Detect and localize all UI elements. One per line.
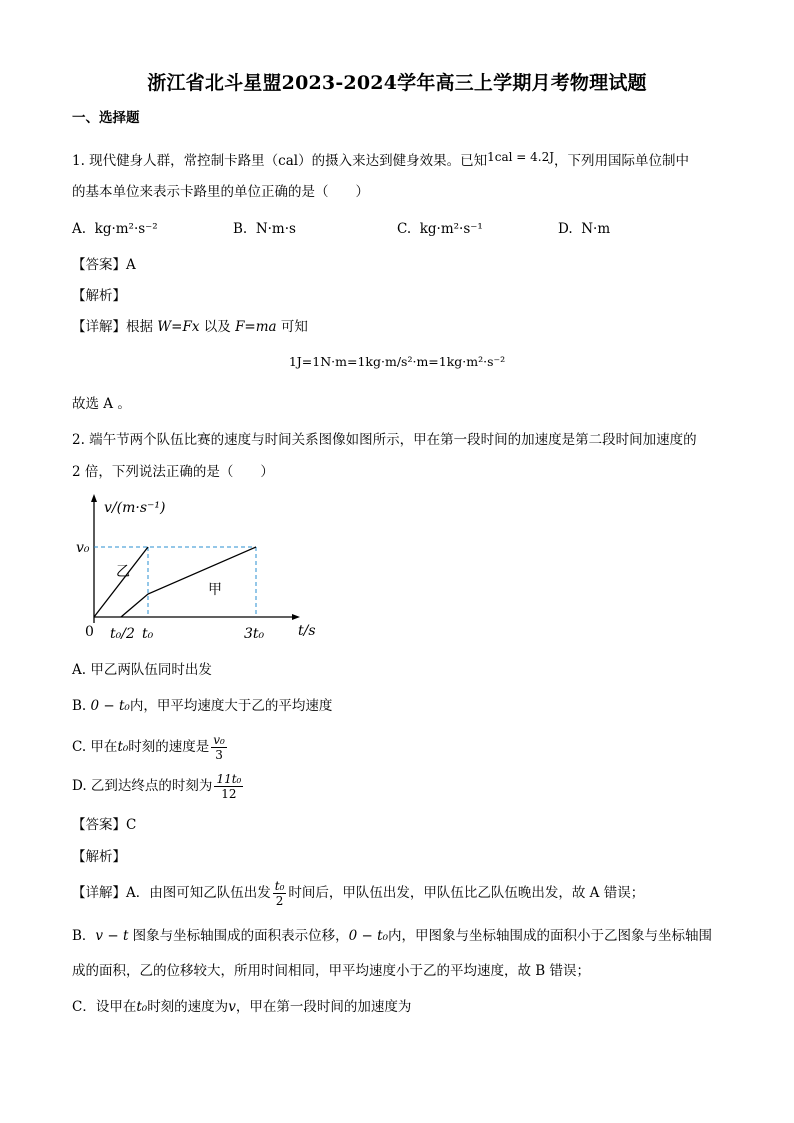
q2-detail-a-fraction bbox=[273, 879, 287, 908]
q2-detail-c bbox=[72, 998, 411, 1016]
q1-option-c bbox=[397, 220, 483, 238]
q2-option-c-num: v₀ bbox=[213, 733, 225, 747]
q2-answer: 【答案】C bbox=[72, 817, 137, 833]
q1-option-c-text: kg·m²·s⁻¹ bbox=[419, 221, 483, 237]
q1-detail-formula-1: W=Fx bbox=[157, 319, 200, 335]
q2-option-d-num: 11t₀ bbox=[216, 772, 242, 786]
q2-option-c-den: 3 bbox=[215, 748, 223, 762]
q2-stem-line1: 2. 端午节两个队伍比赛的速度与时间关系图像如图所示，甲在第一段时间的加速度是第二段时间加速度的 bbox=[72, 432, 697, 448]
q1-option-d-label: D. bbox=[558, 221, 573, 237]
graph-jia-label: 甲 bbox=[208, 582, 222, 598]
q2-option-c-t: t₀ bbox=[117, 739, 129, 755]
q2-option-b-text: 内，甲平均速度大于乙的平均速度 bbox=[129, 698, 333, 714]
q2-detail-b-vt: v − t bbox=[95, 928, 129, 944]
q2-detail-a bbox=[72, 875, 644, 911]
graph-x-axis-label: t/s bbox=[298, 623, 316, 639]
vt-graph bbox=[72, 490, 332, 650]
q1-given: 1cal = 4.2J bbox=[487, 150, 555, 164]
q2-detail-c-mid: 时刻的速度为 bbox=[147, 999, 229, 1015]
q1-option-a-text: kg·m²·s⁻² bbox=[94, 221, 158, 237]
page-title: 浙江省北斗星盟2023-2024学年高三上学期月考物理试题 bbox=[147, 72, 647, 94]
q2-option-b bbox=[72, 697, 332, 715]
q1-stem-a: 1. 现代健身人群，常控制卡路里（cal）的摄入来达到健身效果。已知 bbox=[72, 153, 488, 169]
q2-option-d-den: 12 bbox=[221, 787, 237, 801]
q2-detail-a-suffix: 时间后，甲队伍出发，甲队伍比乙队伍晚出发，故 A 错误； bbox=[288, 885, 645, 901]
q1-option-d-text: N·m bbox=[581, 221, 611, 237]
q1-option-b bbox=[233, 220, 296, 238]
q1-option-a-label: A. bbox=[72, 221, 87, 237]
q2-option-c bbox=[72, 730, 229, 764]
graph-v0-label: v₀ bbox=[76, 540, 90, 556]
q1-option-d bbox=[558, 220, 610, 238]
q2-analysis-label: 【解析】 bbox=[72, 849, 126, 865]
q1-option-b-label: B. bbox=[233, 221, 248, 237]
q2-detail-a-prefix: 【详解】A．由图可知乙队伍出发 bbox=[72, 885, 271, 901]
q2-detail-c-v: v bbox=[228, 999, 236, 1015]
q1-detail-prefix: 【详解】根据 bbox=[72, 319, 158, 335]
q1-conclusion: 故选 A 。 bbox=[72, 396, 131, 412]
q1-analysis-label: 【解析】 bbox=[72, 288, 126, 304]
graph-y-axis-label: v/(m·s⁻¹) bbox=[104, 500, 166, 516]
q1-stem-line2: 的基本单位来表示卡路里的单位正确的是（ ） bbox=[72, 184, 369, 200]
q2-detail-b-suffix: 内，甲图象与坐标轴围成的面积小于乙图象与坐标轴围 bbox=[388, 928, 712, 944]
q2-option-d bbox=[72, 769, 245, 803]
graph-origin-label: 0 bbox=[85, 624, 94, 640]
q1-detail-mid: 以及 bbox=[199, 319, 236, 335]
graph-jia-line bbox=[121, 547, 256, 617]
graph-yi-line bbox=[94, 547, 148, 617]
q2-option-b-prefix: B. bbox=[72, 698, 91, 714]
q1-detail-suffix: 可知 bbox=[276, 319, 308, 335]
q1-option-b-text: N·m·s bbox=[255, 221, 296, 237]
graph-x-arrow bbox=[292, 614, 300, 620]
graph-3t0-label: 3t₀ bbox=[244, 626, 265, 642]
q2-option-a: A. 甲乙两队伍同时出发 bbox=[72, 662, 212, 678]
q1-stem-line1 bbox=[72, 148, 689, 170]
graph-t0-label: t₀ bbox=[142, 626, 154, 642]
q2-stem-line2: 2 倍，下列说法正确的是（ ） bbox=[72, 464, 274, 480]
q2-option-c-mid: 时刻的速度是 bbox=[128, 739, 210, 755]
q1-detail bbox=[72, 318, 308, 336]
q1-answer: 【答案】A bbox=[72, 257, 136, 273]
q2-option-c-prefix: C. 甲在 bbox=[72, 739, 118, 755]
q2-detail-c-suffix: ，甲在第一段时间的加速度为 bbox=[235, 999, 412, 1015]
q2-detail-b-range: 0 − t₀ bbox=[348, 928, 388, 944]
q1-equation: 1J=1N·m=1kg·m/s²·m=1kg·m²·s⁻² bbox=[288, 354, 506, 369]
q2-detail-a-den: 2 bbox=[275, 894, 284, 908]
q1-detail-formula-2: F=ma bbox=[235, 319, 277, 335]
graph-yi-label: 乙 bbox=[116, 564, 130, 580]
q2-option-c-fraction bbox=[211, 733, 227, 762]
q1-stem-b: ，下列用国际单位制中 bbox=[554, 153, 690, 169]
section-heading: 一、选择题 bbox=[72, 110, 140, 126]
q2-option-d-fraction bbox=[214, 772, 243, 801]
q2-detail-c-t: t₀ bbox=[136, 999, 148, 1015]
graph-t-half-label: t₀/2 bbox=[110, 626, 135, 642]
q2-option-d-prefix: D. 乙到达终点的时刻为 bbox=[72, 778, 213, 794]
q1-option-c-label: C. bbox=[397, 221, 412, 237]
graph-y-arrow bbox=[91, 494, 97, 502]
q2-detail-b-mid: 图象与坐标轴围成的面积表示位移， bbox=[128, 928, 349, 944]
q2-detail-c-prefix: C．设甲在 bbox=[72, 999, 137, 1015]
q2-detail-b-line1 bbox=[72, 927, 712, 945]
q2-detail-b-line2: 成的面积，乙的位移较大，所用时间相同，甲平均速度小于乙的平均速度，故 B 错误； bbox=[72, 963, 591, 979]
q1-option-a bbox=[72, 220, 158, 238]
q2-detail-a-num: t₀ bbox=[274, 879, 285, 893]
q2-detail-b-prefix: B． bbox=[72, 928, 96, 944]
q2-option-b-range: 0 − t₀ bbox=[90, 698, 130, 714]
